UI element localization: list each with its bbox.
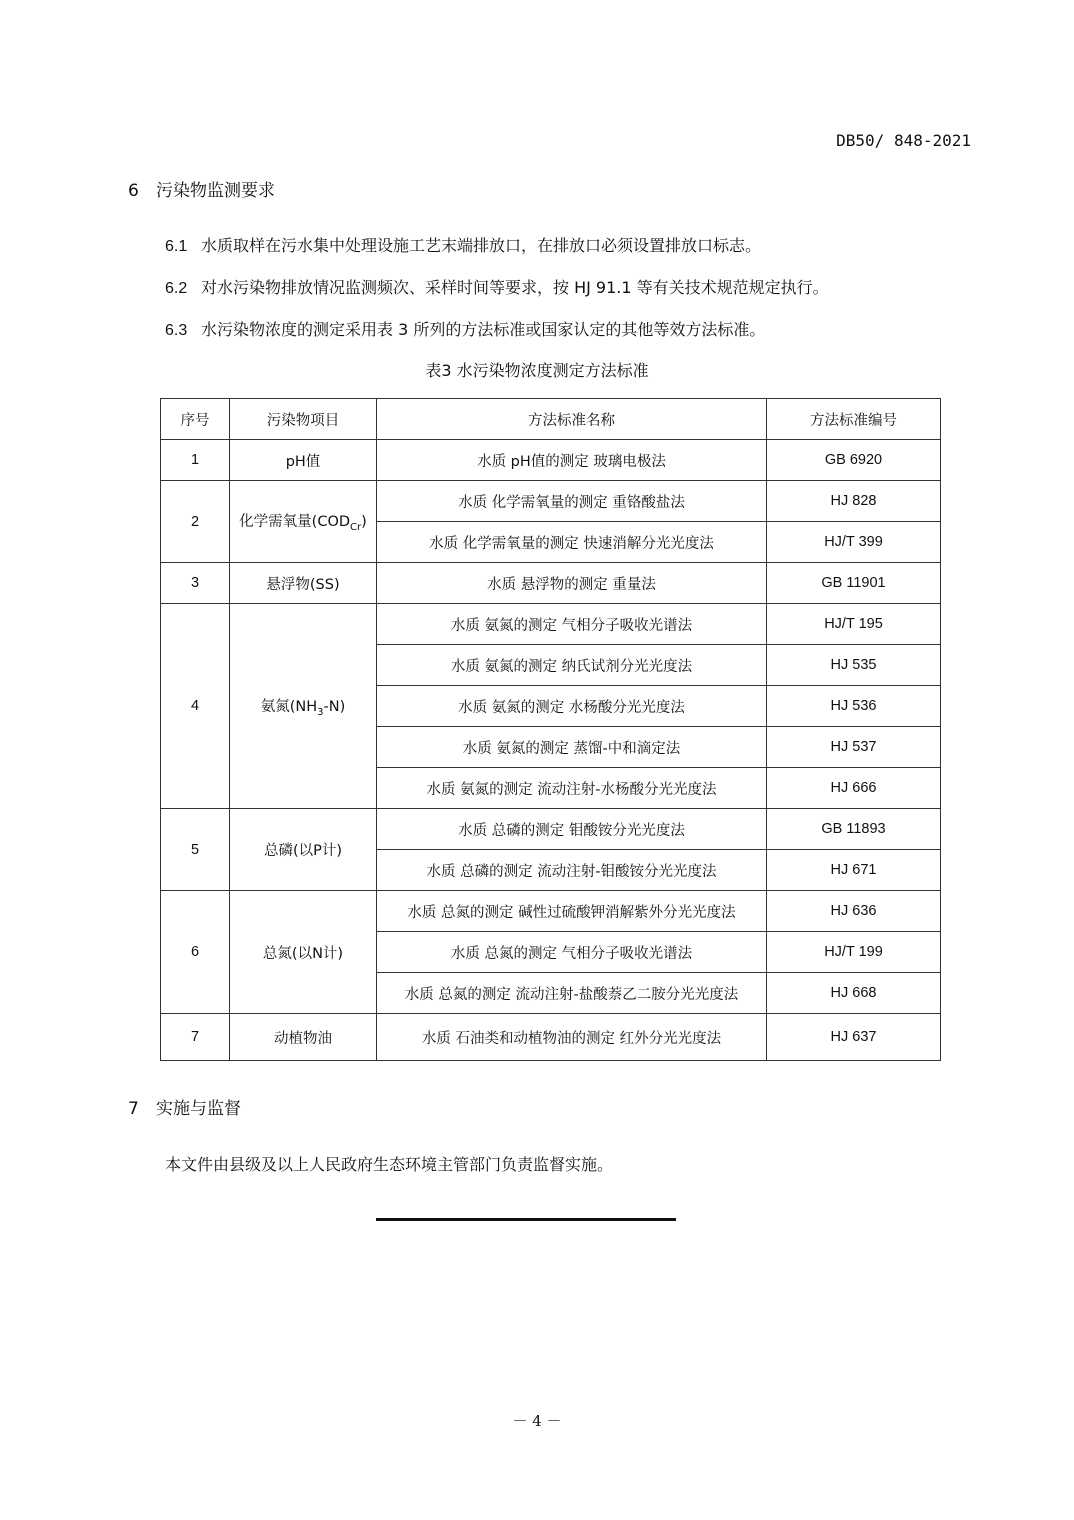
clause-6-3	[165, 317, 765, 340]
clause-number: 6.1	[165, 238, 188, 255]
table-row	[161, 1014, 941, 1061]
table-row	[161, 440, 941, 481]
header-method-name: 方法标准名称	[377, 399, 767, 440]
cell-method-code: HJ 668	[767, 973, 941, 1014]
section-number: 6	[128, 181, 139, 201]
cell-method-code: GB 6920	[767, 440, 941, 481]
cell-seq: 1	[161, 440, 230, 481]
method-standard-table	[160, 398, 941, 1061]
page-number: － 4 －	[512, 1412, 562, 1430]
section-7-text: 本文件由县级及以上人民政府生态环境主管部门负责监督实施。	[165, 1155, 614, 1174]
pollutant-name: 动植物油	[274, 1030, 332, 1047]
cell-method-code: HJ 536	[767, 686, 941, 727]
table-header-row	[161, 399, 941, 440]
table-row	[161, 891, 941, 932]
cell-pollutant	[230, 809, 377, 891]
cell-method-name: 水质 总磷的测定 钼酸铵分光光度法	[377, 809, 767, 850]
pollutant-name: 总磷(以P计)	[263, 843, 343, 859]
cell-seq: 4	[161, 604, 230, 809]
cell-method-name: 水质 悬浮物的测定 重量法	[377, 563, 767, 604]
pollutant-name: pH值	[285, 453, 321, 470]
pollutant-name: 化学需氧量(COD	[239, 514, 351, 531]
cell-method-name: 水质 氨氮的测定 流动注射-水杨酸分光光度法	[377, 768, 767, 809]
cell-method-name: 水质 总氮的测定 气相分子吸收光谱法	[377, 932, 767, 973]
cell-method-code: HJ 671	[767, 850, 941, 891]
clause-text: 对水污染物排放情况监测频次、采样时间等要求，按 HJ 91.1 等有关技术规范规定执行。	[201, 278, 829, 297]
cell-method-name: 水质 石油类和动植物油的测定 红外分光光度法	[377, 1014, 767, 1061]
cell-method-code: HJ 828	[767, 481, 941, 522]
cell-method-name: 水质 氨氮的测定 蒸馏-中和滴定法	[377, 727, 767, 768]
pollutant-subscript: 3	[317, 706, 324, 718]
cell-method-name: 水质 氨氮的测定 水杨酸分光光度法	[377, 686, 767, 727]
cell-method-code: GB 11901	[767, 563, 941, 604]
cell-seq: 7	[161, 1014, 230, 1061]
cell-pollutant	[230, 1014, 377, 1061]
cell-method-name: 水质 总磷的测定 流动注射-钼酸铵分光光度法	[377, 850, 767, 891]
cell-pollutant	[230, 891, 377, 1014]
cell-method-name: 水质 氨氮的测定 气相分子吸收光谱法	[377, 604, 767, 645]
cell-method-code: HJ 537	[767, 727, 941, 768]
cell-pollutant	[230, 481, 377, 563]
cell-method-code: HJ/T 199	[767, 932, 941, 973]
clause-6-1	[165, 233, 761, 256]
cell-method-code: HJ/T 399	[767, 522, 941, 563]
end-rule	[376, 1218, 676, 1221]
header-item: 污染物项目	[230, 399, 377, 440]
pollutant-name: 总氮(以N计)	[262, 945, 344, 962]
section-title: 实施与监督	[156, 1099, 241, 1119]
clause-text: 水质取样在污水集中处理设施工艺末端排放口，在排放口必须设置排放口标志。	[201, 236, 762, 255]
cell-method-code: GB 11893	[767, 809, 941, 850]
pollutant-name: 悬浮物(SS)	[266, 576, 340, 593]
clause-number: 6.2	[165, 280, 188, 297]
table-row	[161, 563, 941, 604]
table-row	[161, 481, 941, 522]
cell-seq: 6	[161, 891, 230, 1014]
section-title: 污染物监测要求	[156, 181, 275, 201]
cell-method-name: 水质 化学需氧量的测定 快速消解分光光度法	[377, 522, 767, 563]
clause-number: 6.3	[165, 322, 188, 339]
pollutant-name: 氨氮(NH	[260, 698, 318, 715]
cell-method-code: HJ 636	[767, 891, 941, 932]
cell-method-name: 水质 氨氮的测定 纳氏试剂分光光度法	[377, 645, 767, 686]
section-6-heading	[128, 176, 275, 201]
cell-pollutant	[230, 604, 377, 809]
pollutant-name-suffix: )	[361, 514, 367, 531]
cell-pollutant	[230, 440, 377, 481]
document-code: DB50/ 848-2021	[836, 131, 971, 150]
pollutant-subscript: Cr	[350, 521, 362, 533]
table-row	[161, 604, 941, 645]
cell-method-name: 水质 pH值的测定 玻璃电极法	[377, 440, 767, 481]
header-method-code: 方法标准编号	[767, 399, 941, 440]
cell-seq: 5	[161, 809, 230, 891]
cell-method-code: HJ 637	[767, 1014, 941, 1061]
cell-method-code: HJ/T 195	[767, 604, 941, 645]
cell-method-name: 水质 化学需氧量的测定 重铬酸盐法	[377, 481, 767, 522]
cell-seq: 2	[161, 481, 230, 563]
clause-text: 水污染物浓度的测定采用表 3 所列的方法标准或国家认定的其他等效方法标准。	[201, 320, 766, 339]
clause-6-2	[165, 275, 829, 298]
cell-method-code: HJ 535	[767, 645, 941, 686]
section-7-heading	[128, 1094, 241, 1119]
table-row	[161, 809, 941, 850]
cell-pollutant	[230, 563, 377, 604]
cell-seq: 3	[161, 563, 230, 604]
table-caption: 表3 水污染物浓度测定方法标准	[425, 361, 649, 380]
cell-method-name: 水质 总氮的测定 碱性过硫酸钾消解紫外分光光度法	[377, 891, 767, 932]
section-number: 7	[128, 1099, 139, 1119]
pollutant-name-suffix: -N)	[323, 698, 346, 715]
cell-method-name: 水质 总氮的测定 流动注射-盐酸萘乙二胺分光光度法	[377, 973, 767, 1014]
header-seq: 序号	[161, 399, 230, 440]
cell-method-code: HJ 666	[767, 768, 941, 809]
